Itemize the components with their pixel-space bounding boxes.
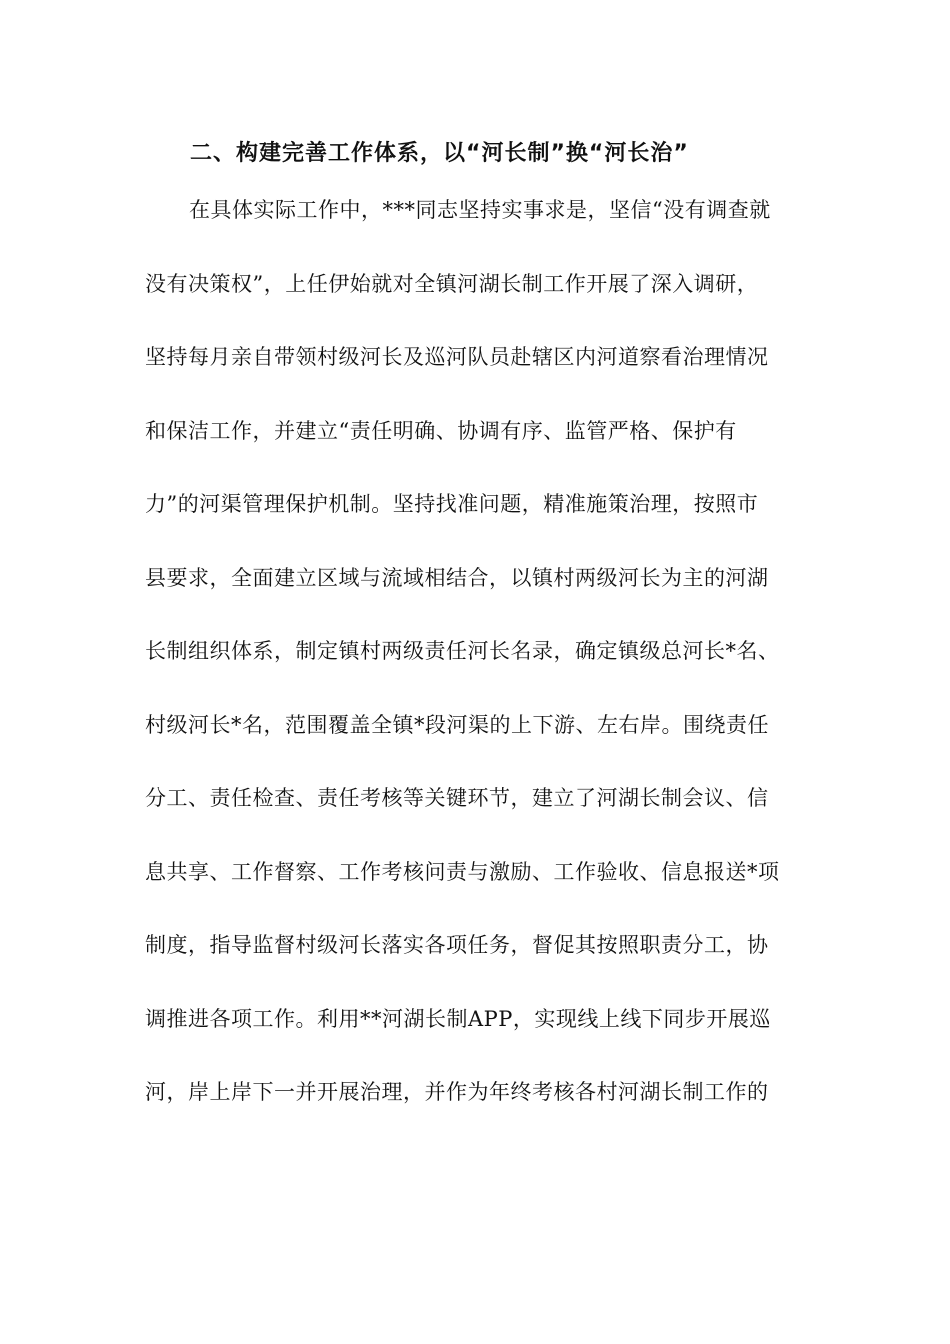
paragraph-line: 村级河长*名，范围覆盖全镇*段河渠的上下游、左右岸。围绕责任 (145, 712, 769, 737)
paragraph-line: 没有决策权”，上任伊始就对全镇河湖长制工作开展了深入调研， (145, 271, 759, 296)
paragraph-line: 坚持每月亲自带领村级河长及巡河队员赴辖区内河道察看治理情况 (145, 345, 769, 369)
paragraph-line: 县要求，全面建立区域与流域相结合，以镇村两级河长为主的河湖 (145, 565, 769, 590)
paragraph-line: 分工、责任检查、责任考核等关键环节，建立了河湖长制会议、信 (145, 786, 769, 810)
paragraph-line: 和保洁工作，并建立“责任明确、协调有序、监管严格、保护有 (145, 418, 737, 443)
paragraph-line: 制度，指导监督村级河长落实各项任务，督促其按照职责分工，协 (145, 933, 769, 957)
body-paragraph (145, 192, 825, 1148)
paragraph-line: 河，岸上岸下一并开展治理，并作为年终考核各村河湖长制工作的 (145, 1080, 769, 1104)
section-heading: 二、构建完善工作体系，以“河长制”换“河长治” (190, 141, 689, 166)
paragraph-line: 调推进各项工作。利用**河湖长制APP，实现线上线下同步开展巡 (145, 1006, 771, 1031)
paragraph-line: 力”的河渠管理保护机制。坚持找准问题，精准施策治理，按照市 (145, 492, 759, 516)
paragraph-line: 长制组织体系，制定镇村两级责任河长名录，确定镇级总河长*名、 (145, 639, 780, 663)
paragraph-line: 在具体实际工作中，***同志坚持实事求是，坚信“没有调查就 (189, 198, 771, 222)
paragraph-line: 息共享、工作督察、工作考核问责与激励、工作验收、信息报送*项 (145, 859, 780, 884)
